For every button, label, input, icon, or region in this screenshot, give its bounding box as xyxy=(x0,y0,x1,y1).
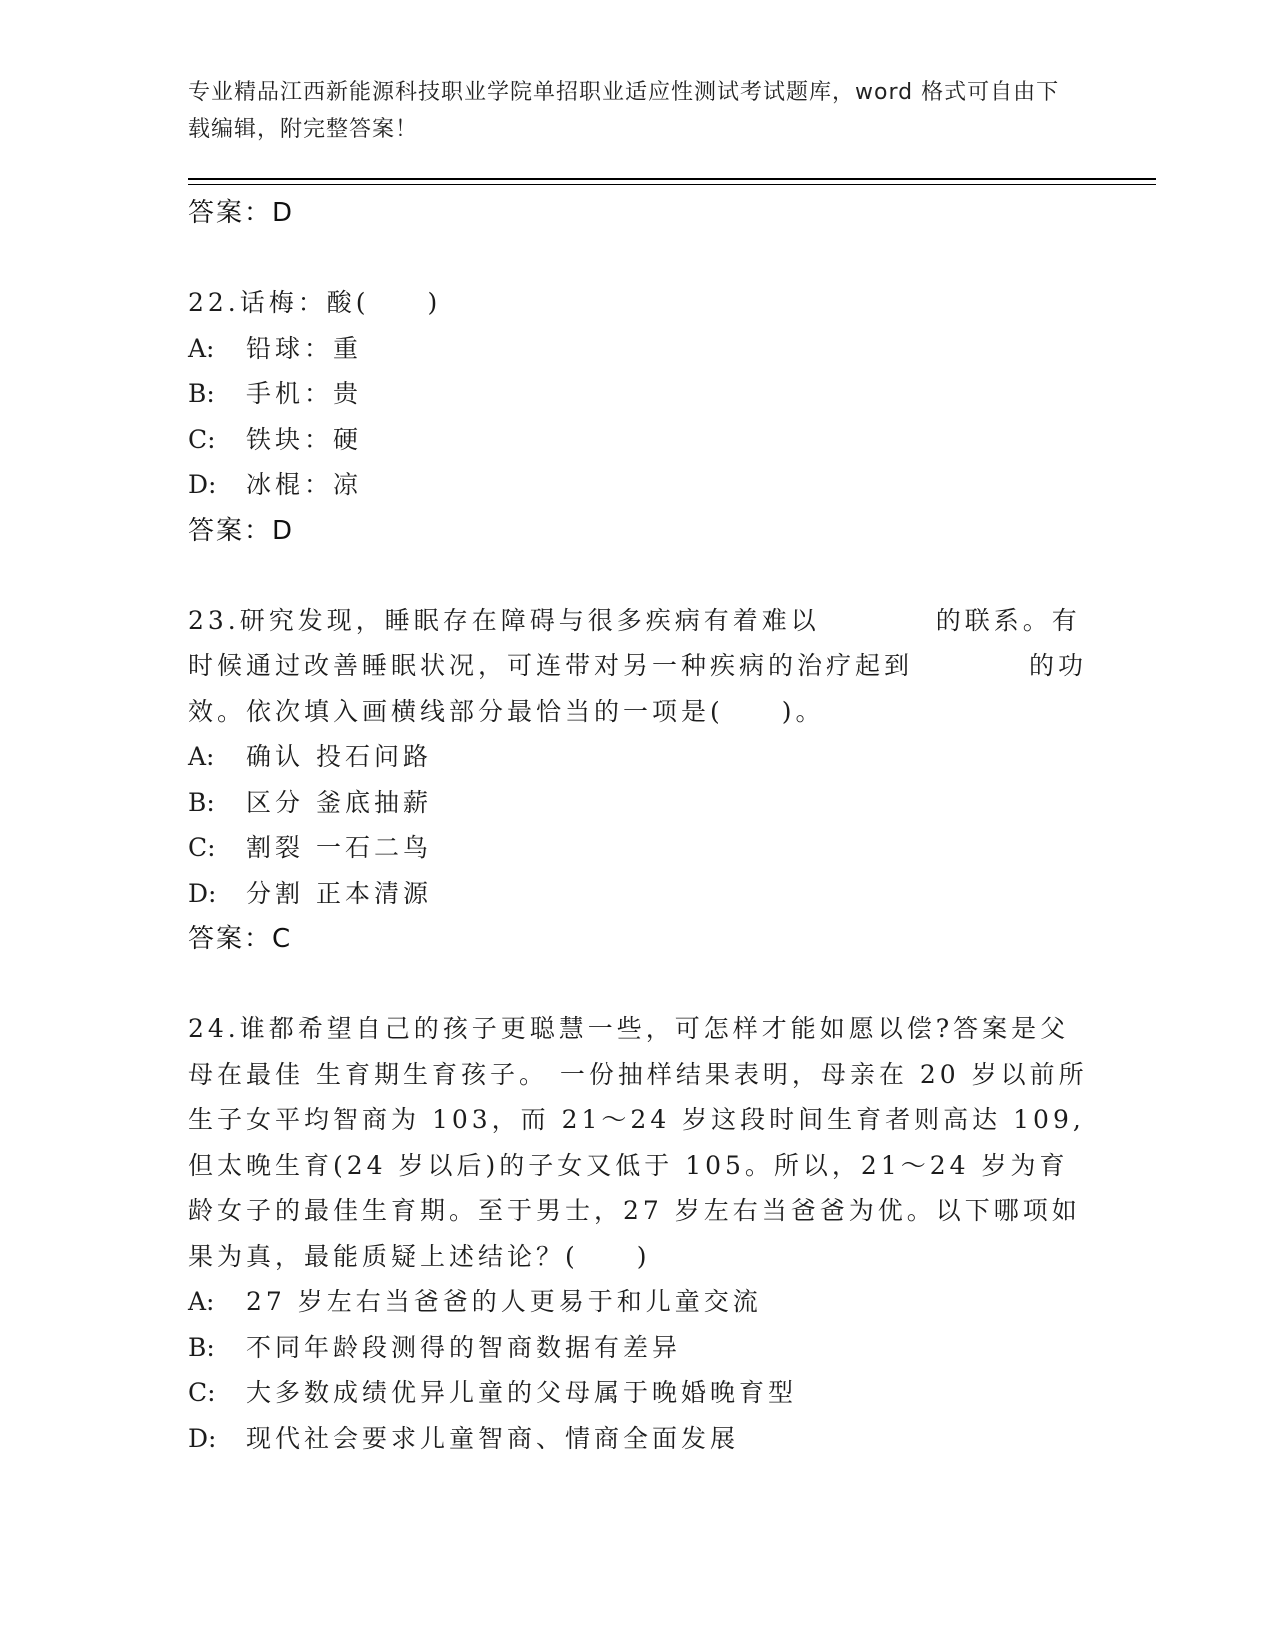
spacer xyxy=(188,962,1088,1006)
option-letter: C: xyxy=(188,424,216,454)
answer-line: 答案：C xyxy=(188,924,293,954)
question-stem: 24.谁都希望自己的孩子更聪慧一些，可怎样才能如愿以偿?答案是父母在最佳 生育期生育孩子。 一份抽样结果表明，母亲在 20 岁以前所生子女平均智商为 103，而 21～24 岁这段时间生育者则高达 109,但太晚生育(24 岁以后)的子女又低于 105。所以，21～24 岁为育龄女子的最佳生育期。至于男士，27 岁左右当爸爸为优。以下哪项如果为真，最能质疑上述结论？( ) xyxy=(188,1014,1088,1271)
option-text: 不同年龄段测得的智商数据有差异 xyxy=(246,1332,682,1362)
question-24 xyxy=(188,1006,1088,1461)
option-letter: D: xyxy=(188,878,217,908)
option-letter: A: xyxy=(188,742,215,771)
option-b xyxy=(188,371,1088,417)
option-text: 手机：贵 xyxy=(246,379,363,408)
option-a xyxy=(188,1279,1088,1325)
option-text: 现代社会要求儿童智商、情商全面发展 xyxy=(246,1423,740,1453)
spacer xyxy=(188,554,1088,598)
option-letter: B: xyxy=(188,379,215,408)
option-letter: B: xyxy=(188,1332,215,1362)
option-text: 铁块：硬 xyxy=(246,424,363,454)
option-text: 割裂 一石二鸟 xyxy=(246,833,432,862)
option-letter: A: xyxy=(188,1287,215,1316)
option-text: 大多数成绩优异儿童的父母属于晚婚晚育型 xyxy=(246,1378,798,1407)
answer-line: 答案：D xyxy=(188,515,295,546)
option-a xyxy=(188,734,1088,780)
option-text: 铅球：重 xyxy=(246,333,363,363)
option-d xyxy=(188,462,1088,508)
option-c xyxy=(188,417,1088,463)
option-letter: C: xyxy=(188,833,216,862)
option-letter: C: xyxy=(188,1378,216,1407)
option-text: 27 岁左右当爸爸的人更易于和儿童交流 xyxy=(246,1287,762,1316)
page-header: 专业精品江西新能源科技职业学院单招职业适应性测试考试题库，word 格式可自由下载编辑，附完整答案！ xyxy=(188,80,1060,142)
question-stem: 23.研究发现，睡眠存在障碍与很多疾病有着难以 的联系。有时候通过改善睡眠状况，可连带对另一种疾病的治疗起到 的功效。依次填入画横线部分最恰当的一项是( )。 xyxy=(188,605,1088,726)
previous-answer: 答案：D xyxy=(188,198,295,228)
option-letter: D: xyxy=(188,1423,217,1453)
option-text: 区分 釜底抽薪 xyxy=(246,787,432,817)
option-text: 冰棍：凉 xyxy=(246,470,363,499)
option-letter: A: xyxy=(188,333,215,363)
question-stem: 22.话梅：酸( ) xyxy=(188,288,442,317)
option-c xyxy=(188,1370,1088,1416)
option-d xyxy=(188,871,1088,917)
option-a xyxy=(188,326,1088,372)
question-23 xyxy=(188,598,1088,963)
header-rule-thin xyxy=(188,184,1156,185)
question-22 xyxy=(188,280,1088,554)
option-text: 分割 正本清源 xyxy=(246,878,432,908)
option-text: 确认 投石问路 xyxy=(246,742,432,771)
option-c xyxy=(188,825,1088,871)
document-body xyxy=(188,190,1088,1461)
header-rule-thick xyxy=(188,178,1156,180)
spacer xyxy=(188,236,1088,280)
option-letter: B: xyxy=(188,787,215,817)
option-d xyxy=(188,1416,1088,1462)
option-b xyxy=(188,1325,1088,1371)
option-b xyxy=(188,780,1088,826)
option-letter: D: xyxy=(188,470,217,499)
